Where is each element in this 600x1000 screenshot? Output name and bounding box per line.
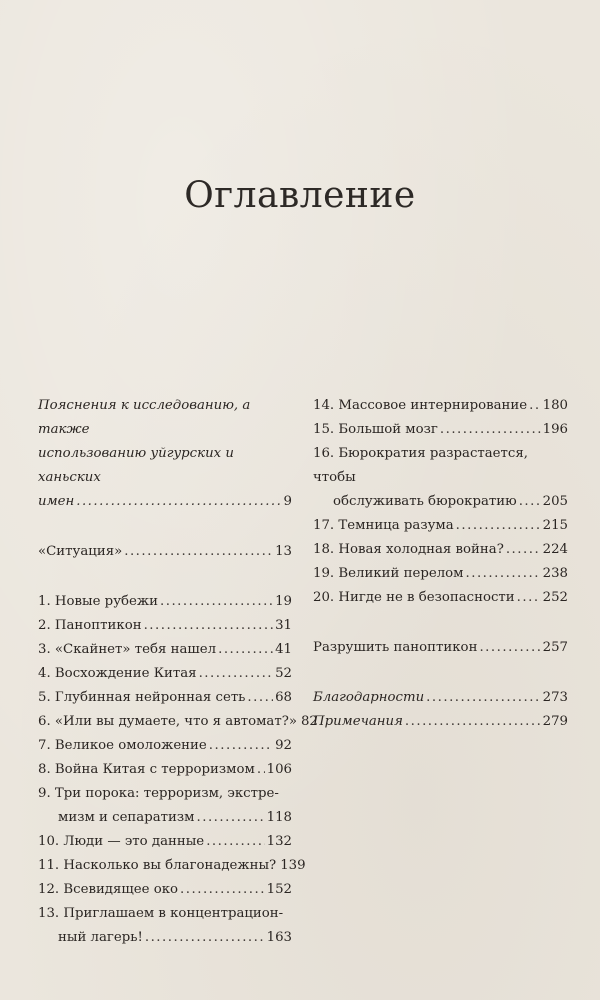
toc-entry-text: обслуживать бюрократию [333,494,517,509]
toc-entry-text: 4. Восхождение Китая [38,666,197,681]
dot-leader [218,638,273,662]
toc-entry-chapter[interactable] [38,758,292,782]
toc-entry-text: 8. Война Китая с терроризмом [38,762,255,777]
toc-entry-text: 15. Большой мозг [313,422,438,437]
toc-entry-chapter[interactable] [38,902,292,950]
toc-entry-chapter[interactable] [313,442,568,514]
toc-entry-text: 20. Нигде не в безопасности [313,590,515,605]
toc-entry-chapter[interactable] [38,782,292,830]
toc-page-number: 52 [275,666,292,681]
toc-entry-chapter[interactable] [38,686,292,710]
toc-entry-chapter[interactable] [313,538,568,562]
toc-page-number: 279 [542,714,568,729]
toc-entry-text: 7. Великое омоложение [38,738,207,753]
dot-leader [209,734,273,758]
toc-entry-text: Разрушить паноптикон [313,640,478,655]
toc-page-number: 238 [542,566,568,581]
toc-entry-chapter[interactable] [38,854,306,878]
toc-entry-destroy-panopticon[interactable] [313,636,568,660]
toc-left-column [38,394,318,950]
page-title: Оглавление [184,175,416,216]
toc-page-number: 82 [300,714,318,729]
toc-entry-text: 2. Паноптикон [38,618,142,633]
dot-leader [199,662,274,686]
dot-leader [76,490,281,514]
dot-leader [124,540,273,564]
dot-leader [529,394,540,418]
toc-entry-chapter[interactable] [38,662,292,686]
toc-page-number: 252 [542,590,568,605]
dot-leader [517,586,541,610]
toc-page-number: 215 [542,518,568,533]
toc-entry-chapter[interactable] [38,590,292,614]
toc-entry-text-line: 9. Три порока: терроризм, экстре- [38,786,279,801]
dot-leader [405,710,541,734]
toc-entry-text: 12. Всевидящее око [38,882,179,897]
toc-entry-text: 19. Великий перелом [313,566,464,581]
toc-entry-chapter[interactable] [38,878,292,902]
toc-entry-intro[interactable] [38,394,292,514]
toc-entry-text: Примечания [313,714,403,729]
toc-entry-text: 11. Насколько вы благонадежны? [38,858,277,873]
toc-page-number: 31 [275,618,292,633]
toc-page-number: 118 [266,810,292,825]
toc-entry-chapter[interactable] [38,710,318,734]
toc-entry-text: ный лагерь! [58,930,143,945]
toc-entry-chapter[interactable] [313,394,568,418]
dot-leader [144,614,274,638]
toc-entry-notes[interactable] [313,710,568,734]
dot-leader [466,562,541,586]
dot-leader [196,806,264,830]
toc-page-number: 196 [542,422,568,437]
toc-page-number: 257 [542,640,568,655]
toc-entry-text: Благодарности [313,690,425,705]
toc-page-number: 19 [275,594,292,609]
toc-entry-text: 17. Темница разума [313,518,454,533]
toc-entry-text: 10. Люди — это данные [38,834,205,849]
toc-page-number: 9 [283,494,292,509]
toc-page-number: 13 [275,544,292,559]
toc-entry-text: 18. Новая холодная война? [313,542,504,557]
toc-page-number: 68 [275,690,292,705]
toc-entry-text: имен [38,494,75,509]
toc-entry-chapter[interactable] [38,830,292,854]
toc-entry-text: 3. «Скайнет» тебя нашел [38,642,217,657]
toc-entry-text-line: 13. Приглашаем в концентрацион- [38,906,284,921]
toc-entry-acknowledgements[interactable] [313,686,568,710]
toc-entry-chapter[interactable] [38,614,292,638]
toc-entry-text: «Ситуация» [38,544,123,559]
toc-page-number: 132 [266,834,292,849]
toc-entry-chapter[interactable] [38,638,292,662]
dot-leader [440,418,541,442]
toc-entry-text: 6. «Или вы думаете, что я автомат?» [38,714,297,729]
dot-leader [247,686,273,710]
dot-leader [180,878,265,902]
dot-leader [160,590,273,614]
dot-leader [145,926,265,950]
toc-entry-text-line: 16. Бюрократия разрастается, чтобы [313,446,528,485]
toc-page-number: 106 [266,762,292,777]
toc-entry-situation[interactable] [38,540,292,564]
toc-page-number: 205 [542,494,568,509]
dot-leader [456,514,541,538]
toc-entry-chapter[interactable] [313,514,568,538]
toc-entry-text-line: Пояснения к исследованию, а также [38,398,251,437]
toc-entry-chapter[interactable] [313,418,568,442]
dot-leader [519,490,541,514]
toc-entry-text: 14. Массовое интернирование [313,398,528,413]
toc-entry-text-line: использованию уйгурских и ханьских [38,446,234,485]
toc-entry-text: 5. Глубинная нейронная сеть [38,690,246,705]
dot-leader [506,538,541,562]
toc-page-number: 180 [542,398,568,413]
dot-leader [426,686,540,710]
toc-page-number: 152 [266,882,292,897]
toc-right-column [313,394,568,734]
toc-page-number: 92 [275,738,292,753]
toc-entry-chapter[interactable] [313,586,568,610]
dot-leader [479,636,540,660]
toc-entry-chapter[interactable] [38,734,292,758]
toc-entry-chapter[interactable] [313,562,568,586]
toc-entry-text: 1. Новые рубежи [38,594,158,609]
toc-entry-text: мизм и сепаратизм [58,810,195,825]
toc-page-number: 41 [275,642,292,657]
toc-page-number: 273 [542,690,568,705]
toc-page-number: 163 [266,930,292,945]
dot-leader [257,758,265,782]
dot-leader [206,830,264,854]
toc-page-number: 139 [280,858,306,873]
toc-page-number: 224 [542,542,568,557]
